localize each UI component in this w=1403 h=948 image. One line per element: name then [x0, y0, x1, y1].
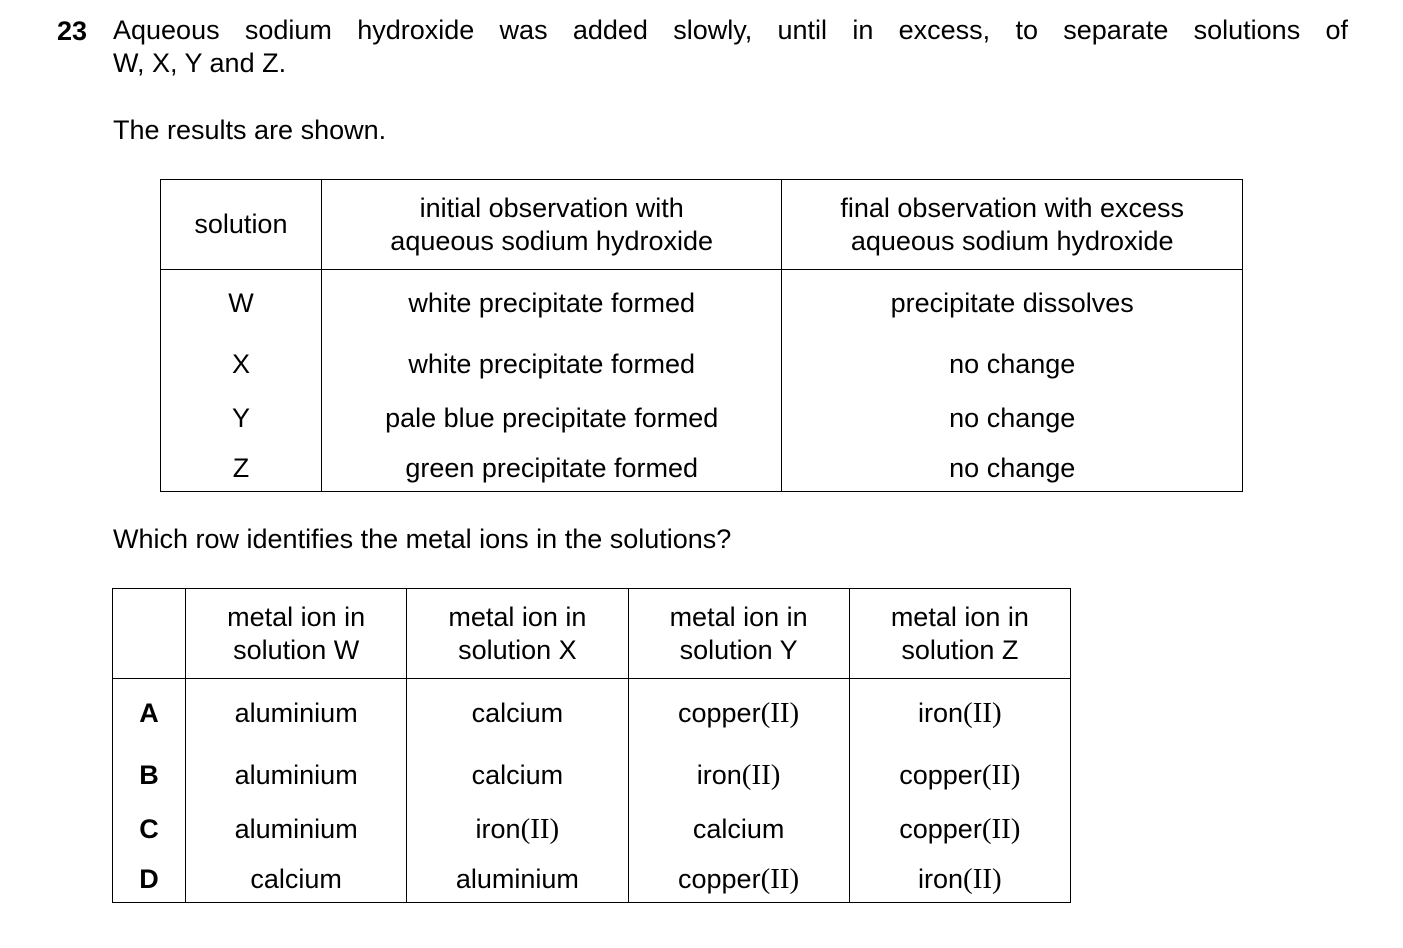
metal-ion-y-cell: calcium	[628, 802, 849, 856]
metal-ion-z-cell: iron(II)	[849, 856, 1070, 903]
table-row	[161, 270, 1243, 338]
metal-ion-x-cell: iron(II)	[407, 802, 628, 856]
question-text	[113, 14, 1348, 80]
table-row	[161, 445, 1243, 492]
initial-observation-cell: pale blue precipitate formed	[321, 391, 782, 445]
question-text-line-1: Aqueous sodium hydroxide was added slowly, until in excess, to separate solutions of	[113, 15, 1348, 45]
header-blank	[113, 589, 186, 679]
option-letter[interactable]: C	[113, 802, 186, 856]
option-letter[interactable]: A	[113, 679, 186, 749]
solution-cell: Y	[161, 391, 322, 445]
metal-ion-w-cell: aluminium	[186, 748, 407, 802]
metal-ion-w-cell: aluminium	[186, 802, 407, 856]
answer-row-a[interactable]	[113, 679, 1071, 749]
answer-row-d[interactable]	[113, 856, 1071, 903]
final-observation-cell: no change	[782, 337, 1243, 391]
answer-row-c[interactable]	[113, 802, 1071, 856]
metal-ion-z-cell: copper(II)	[849, 748, 1070, 802]
metal-ion-z-cell: iron(II)	[849, 679, 1070, 749]
initial-observation-cell: white precipitate formed	[321, 270, 782, 338]
final-observation-cell: no change	[782, 445, 1243, 492]
solution-cell: X	[161, 337, 322, 391]
metal-ion-w-cell: aluminium	[186, 679, 407, 749]
header-metal-ion-w: metal ion in solution W	[186, 589, 407, 679]
header-metal-ion-z: metal ion in solution Z	[849, 589, 1070, 679]
metal-ion-y-cell: copper(II)	[628, 856, 849, 903]
results-table	[160, 179, 1243, 492]
final-observation-cell: no change	[782, 391, 1243, 445]
question-number: 23	[57, 16, 88, 46]
header-initial-observation: initial observation with aqueous sodium hydroxide	[321, 180, 782, 270]
question-prompt: Which row identifies the metal ions in the solutions?	[113, 524, 732, 554]
solution-cell: Z	[161, 445, 322, 492]
table-row	[161, 391, 1243, 445]
results-intro: The results are shown.	[113, 115, 387, 145]
results-header-row	[161, 180, 1243, 270]
initial-observation-cell: green precipitate formed	[321, 445, 782, 492]
metal-ion-y-cell: iron(II)	[628, 748, 849, 802]
metal-ion-z-cell: copper(II)	[849, 802, 1070, 856]
table-row	[161, 337, 1243, 391]
question-text-line-2: W, X, Y and Z.	[113, 48, 287, 78]
metal-ion-x-cell: calcium	[407, 679, 628, 749]
option-letter[interactable]: D	[113, 856, 186, 903]
header-metal-ion-y: metal ion in solution Y	[628, 589, 849, 679]
initial-observation-cell: white precipitate formed	[321, 337, 782, 391]
option-letter[interactable]: B	[113, 748, 186, 802]
header-final-observation: final observation with excess aqueous sodium hydroxide	[782, 180, 1243, 270]
final-observation-cell: precipitate dissolves	[782, 270, 1243, 338]
metal-ion-w-cell: calcium	[186, 856, 407, 903]
header-metal-ion-x: metal ion in solution X	[407, 589, 628, 679]
metal-ion-x-cell: aluminium	[407, 856, 628, 903]
metal-ion-y-cell: copper(II)	[628, 679, 849, 749]
solution-cell: W	[161, 270, 322, 338]
answer-options-table	[112, 588, 1071, 903]
answer-header-row	[113, 589, 1071, 679]
metal-ion-x-cell: calcium	[407, 748, 628, 802]
header-solution: solution	[161, 180, 322, 270]
answer-row-b[interactable]	[113, 748, 1071, 802]
